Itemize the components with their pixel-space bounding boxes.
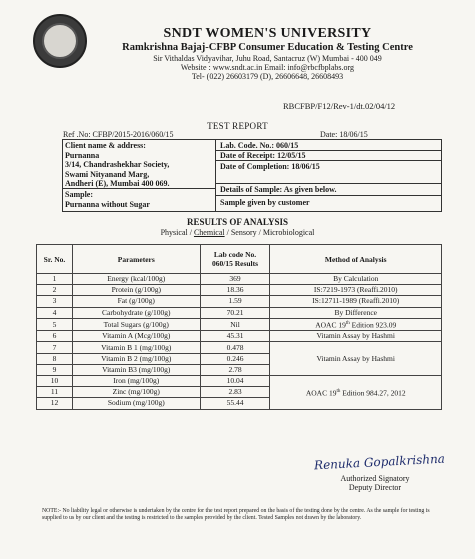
method-cell: Vitamin Assay by Hashmi	[270, 342, 442, 376]
result-cell: 2.78	[200, 364, 270, 375]
method-text: Edition 923.09	[349, 320, 397, 330]
results-category-line	[0, 228, 475, 237]
client-lab-info-box	[62, 139, 442, 212]
result-cell: 70.21	[200, 307, 270, 318]
lab-divider-2	[216, 160, 441, 161]
table-row	[37, 376, 442, 387]
university-seal-logo	[33, 14, 87, 68]
handwritten-signature: Renuka Gopalkrishna	[313, 451, 446, 473]
sr-cell: 2	[37, 285, 73, 296]
deputy-director: Deputy Director	[348, 483, 402, 492]
method-text: AOAC 19	[315, 320, 346, 330]
method-cell: By Difference	[270, 307, 442, 318]
method-cell: IS:12711-1989 (Reaffi.2010)	[270, 296, 442, 307]
sr-cell: 1	[37, 274, 73, 285]
sr-cell: 4	[37, 307, 73, 318]
header-sr-no: Sr. No.	[37, 245, 73, 274]
table-row	[37, 296, 442, 307]
parameter-cell: Vitamin B 1 (mg/100g)	[72, 342, 200, 353]
table-row	[37, 274, 442, 285]
client-address-line-2: Swami Nityanand Marg,	[65, 169, 150, 179]
centre-website-email: Website : www.sndt.ac.in Email: info@rbcfbplabs.org	[180, 63, 355, 72]
report-date: Date: 18/06/15	[320, 130, 368, 139]
table-row	[37, 307, 442, 318]
client-name: Purnanna	[65, 150, 100, 160]
reference-number: Ref .No: CFBP/2015-2016/060/15	[63, 130, 174, 139]
lab-divider-3	[216, 183, 441, 184]
sr-cell: 5	[37, 318, 73, 331]
method-text: Edition 984.27, 2012	[340, 388, 406, 398]
method-text: AOAC 19	[305, 388, 337, 398]
authorized-signatory: Authorized Signatory	[340, 474, 410, 483]
parameter-cell: Fat (g/100g)	[72, 296, 200, 307]
method-cell	[270, 318, 442, 331]
method-superscript: th	[336, 388, 341, 394]
table-row	[37, 342, 442, 353]
method-cell: By Calculation	[270, 274, 442, 285]
sample-heading: Sample:	[65, 190, 93, 199]
university-name: SNDT WOMEN'S UNIVERSITY	[163, 26, 372, 41]
parameter-cell: Carbohydrate (g/100g)	[72, 307, 200, 318]
method-cell: Vitamin Assay by Hashmi	[270, 331, 442, 342]
sample-details: Details of Sample: As given below.	[220, 185, 337, 194]
parameter-cell: Total Sugars (g/100g)	[72, 318, 200, 331]
sr-cell: 10	[37, 376, 73, 387]
result-cell: 55.44	[200, 398, 270, 409]
parameter-cell: Sodium (mg/100g)	[72, 398, 200, 409]
table-row	[37, 285, 442, 296]
sr-cell: 11	[37, 387, 73, 398]
parameter-cell: Vitamin A (Mcg/100g)	[72, 331, 200, 342]
parameter-cell: Iron (mg/100g)	[72, 376, 200, 387]
form-reference-code: RBCFBP/F12/Rev-1/dt.02/04/12	[283, 101, 396, 111]
results-header-row	[37, 245, 442, 274]
result-cell: 1.59	[200, 296, 270, 307]
table-row	[37, 318, 442, 331]
lab-divider-4	[216, 195, 441, 196]
sr-cell: 8	[37, 353, 73, 364]
client-address-line-3: Andheri (E), Mumbai 400 069.	[65, 179, 170, 188]
sample-given-by: Sample given by customer	[220, 198, 310, 207]
result-cell: 0.478	[200, 342, 270, 353]
lab-info-panel	[216, 140, 441, 211]
method-cell	[270, 376, 442, 410]
parameter-cell: Vitamin B3 (mg/100g)	[72, 364, 200, 375]
result-cell: 2.83	[200, 387, 270, 398]
parameter-cell: Vitamin B 2 (mg/100g)	[72, 353, 200, 364]
parameter-cell: Zinc (mg/100g)	[72, 387, 200, 398]
header-method-of-analysis: Method of Analysis	[270, 245, 442, 274]
client-address-line-1: 3/14, Chandrashekhar Society,	[65, 160, 170, 169]
client-heading: Client name & address:	[65, 141, 146, 150]
date-of-completion: Date of Completion: 18/06/15	[220, 162, 320, 171]
centre-address: Sir Vithaldas Vidyavihar, Juhu Road, Santacruz (W) Mumbai - 400 049	[153, 54, 382, 63]
result-cell: 369	[200, 274, 270, 285]
sr-cell: 9	[37, 364, 73, 375]
centre-telephone: Tel- (022) 26603179 (D), 26606648, 26608493	[191, 72, 344, 81]
date-of-receipt: Date of Receipt: 12/05/15	[220, 151, 306, 160]
seal-emblem-icon	[42, 23, 78, 59]
client-info-panel	[63, 140, 216, 211]
result-cell: 0.246	[200, 353, 270, 364]
category-rest: / Sensory / Microbiological	[224, 228, 315, 237]
sr-cell: 7	[37, 342, 73, 353]
method-cell: IS:7219-1973 (Reaffi.2010)	[270, 285, 442, 296]
result-cell: 18.36	[200, 285, 270, 296]
report-title: TEST REPORT	[207, 121, 268, 131]
header-lab-code-results: Lab code No. 060/15 Results	[200, 245, 270, 274]
liability-note: NOTE:- No liability legal or otherwise is undertaken by the centre for the test report prepared on the basis of the testing done by the centre. As the sample for testing is supplied to us by our client and the testing is restricted to the samples provided by the client. Tested Samples not drawn by the laboratory.	[42, 508, 430, 522]
method-superscript: th	[345, 320, 350, 326]
header-parameters: Parameters	[72, 245, 200, 274]
parameter-cell: Energy (kcal/100g)	[72, 274, 200, 285]
sr-cell: 12	[37, 398, 73, 409]
sr-cell: 3	[37, 296, 73, 307]
category-physical: Physical /	[160, 228, 194, 237]
results-table	[36, 244, 442, 410]
result-cell: 10.04	[200, 376, 270, 387]
centre-name: Ramkrishna Bajaj-CFBP Consumer Education & Testing Centre	[122, 42, 413, 53]
sr-cell: 6	[37, 331, 73, 342]
sample-name: Purnanna without Sugar	[65, 199, 150, 209]
result-cell: 45.31	[200, 331, 270, 342]
client-divider	[63, 188, 215, 189]
category-chemical: Chemical	[193, 228, 225, 237]
lab-code: Lab. Code. No.: 060/15	[220, 141, 299, 150]
result-cell: Nil	[200, 318, 270, 331]
parameter-cell: Protein (g/100g)	[72, 285, 200, 296]
results-title: RESULTS OF ANALYSIS	[186, 217, 289, 227]
table-row	[37, 331, 442, 342]
